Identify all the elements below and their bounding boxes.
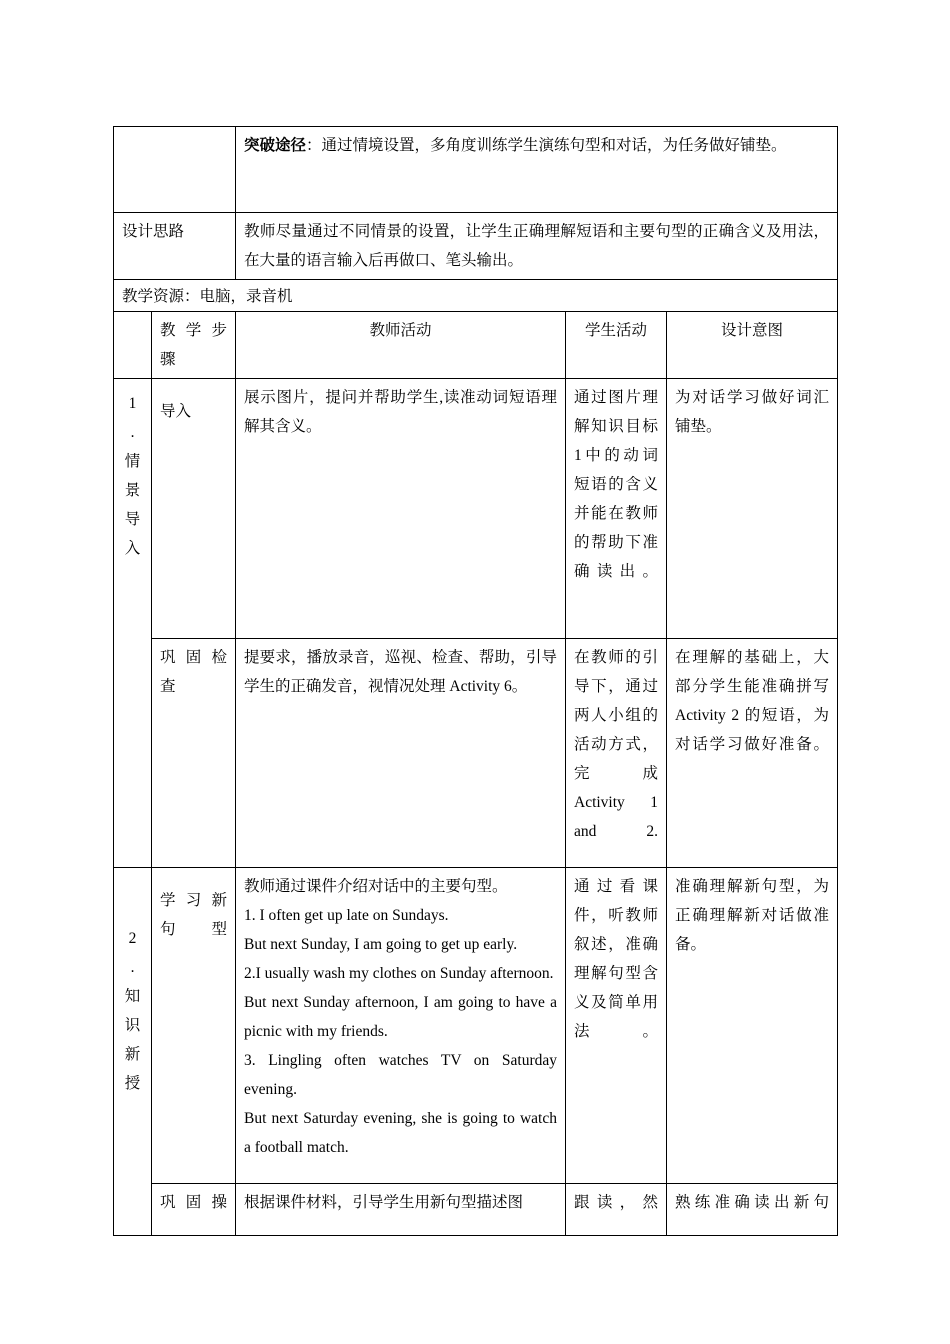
section-2-char: 2 xyxy=(128,930,137,947)
section-2-char: 识 xyxy=(124,1017,141,1034)
design-intent-cell: 熟练准确读出新句 xyxy=(667,1184,838,1236)
section-2-char: . xyxy=(130,959,135,976)
lesson-plan-table xyxy=(113,126,838,1236)
section-2-char: 新 xyxy=(124,1046,141,1063)
section-1-char: 景 xyxy=(124,482,141,499)
resources-text: 教学资源：电脑，录音机 xyxy=(114,280,838,312)
design-intent-cell: 在理解的基础上，大部分学生能准确拼写 Activity 2 的短语，为对话学习做好准备。 xyxy=(667,639,838,868)
sentence-line: But next Sunday afternoon, I am going to have a picnic with my friends. xyxy=(244,994,557,1040)
section-1-char: 导 xyxy=(124,511,141,528)
teacher-activity-cell: 展示图片，提问并帮助学生,读准动词短语理解其含义。 xyxy=(236,379,566,639)
sentence-line: 3. Lingling often watches TV on Saturday evening. xyxy=(244,1052,557,1098)
section-1-char: 入 xyxy=(124,540,141,557)
section-2-char: 知 xyxy=(124,988,141,1005)
step-cell: 导入 xyxy=(152,379,236,639)
design-idea-row xyxy=(114,213,838,280)
breakthrough-row xyxy=(114,127,838,213)
section-1-row-2 xyxy=(114,639,838,868)
design-intent-cell: 准确理解新句型，为正确理解新对话做准备。 xyxy=(667,868,838,1184)
header-teacher-activity: 教师活动 xyxy=(236,312,566,379)
breakthrough-cell xyxy=(236,127,838,213)
header-empty-cell xyxy=(114,312,152,379)
breakthrough-empty-cell xyxy=(114,127,236,213)
teacher-activity-cell: 提要求，播放录音，巡视、检查、帮助，引导学生的正确发音，视情况处理 Activity 6。 xyxy=(236,639,566,868)
section-2-char: 授 xyxy=(124,1075,141,1092)
design-intent-cell: 为对话学习做好词汇铺垫。 xyxy=(667,379,838,639)
section-1-row-1 xyxy=(114,379,838,639)
sentence-line: 2.I usually wash my clothes on Sunday afternoon. xyxy=(244,965,554,982)
resources-row xyxy=(114,280,838,312)
design-idea-label: 设计思路 xyxy=(114,213,236,280)
breakthrough-text: ：通过情境设置，多角度训练学生演练句型和对话，为任务做好铺垫。 xyxy=(306,137,787,154)
section-2-row-1 xyxy=(114,868,838,1184)
design-idea-text: 教师尽量通过不同情景的设置，让学生正确理解短语和主要句型的正确含义及用法，在大量的语言输入后再做口、笔头输出。 xyxy=(236,213,838,280)
header-design-intent: 设计意图 xyxy=(667,312,838,379)
student-activity-cell: 通过图片理解知识目标1中的动词短语的含义并能在教师的帮助下准确读出。 xyxy=(566,379,667,639)
section-1-char: . xyxy=(130,424,135,441)
sentence-line: 1. I often get up late on Sundays. xyxy=(244,907,449,924)
teacher-activity-cell: 根据课件材料，引导学生用新句型描述图 xyxy=(236,1184,566,1236)
step-cell: 巩 固 检 查 xyxy=(152,639,236,868)
teacher-activity-cell xyxy=(236,868,566,1184)
section-1-char: 1 xyxy=(128,395,137,412)
header-student-activity: 学生活动 xyxy=(566,312,667,379)
section-1-label xyxy=(114,379,152,868)
step-cell: 巩 固 操 xyxy=(152,1184,236,1236)
breakthrough-label: 突破途径 xyxy=(244,137,307,154)
sentence-line: But next Sunday, I am going to get up early. xyxy=(244,936,518,953)
student-activity-cell: 跟读，然 xyxy=(566,1184,667,1236)
header-step: 教 学 步 骤 xyxy=(152,312,236,379)
section-2-label xyxy=(114,868,152,1236)
student-activity-cell: 在教师的引导下，通过两人小组的活动方式，完成 Activity 1 and 2. xyxy=(566,639,667,868)
header-row xyxy=(114,312,838,379)
sentence-line: But next Saturday evening, she is going to watch a football match. xyxy=(244,1110,557,1156)
section-2-row-2 xyxy=(114,1184,838,1236)
section-1-char: 情 xyxy=(124,453,141,470)
student-activity-cell: 通过看课件，听教师叙述，准确理解句型含义及简单用法。 xyxy=(566,868,667,1184)
step-cell: 学 习 新 句型 xyxy=(152,868,236,1184)
sentence-line: 教师通过课件介绍对话中的主要句型。 xyxy=(244,878,508,895)
